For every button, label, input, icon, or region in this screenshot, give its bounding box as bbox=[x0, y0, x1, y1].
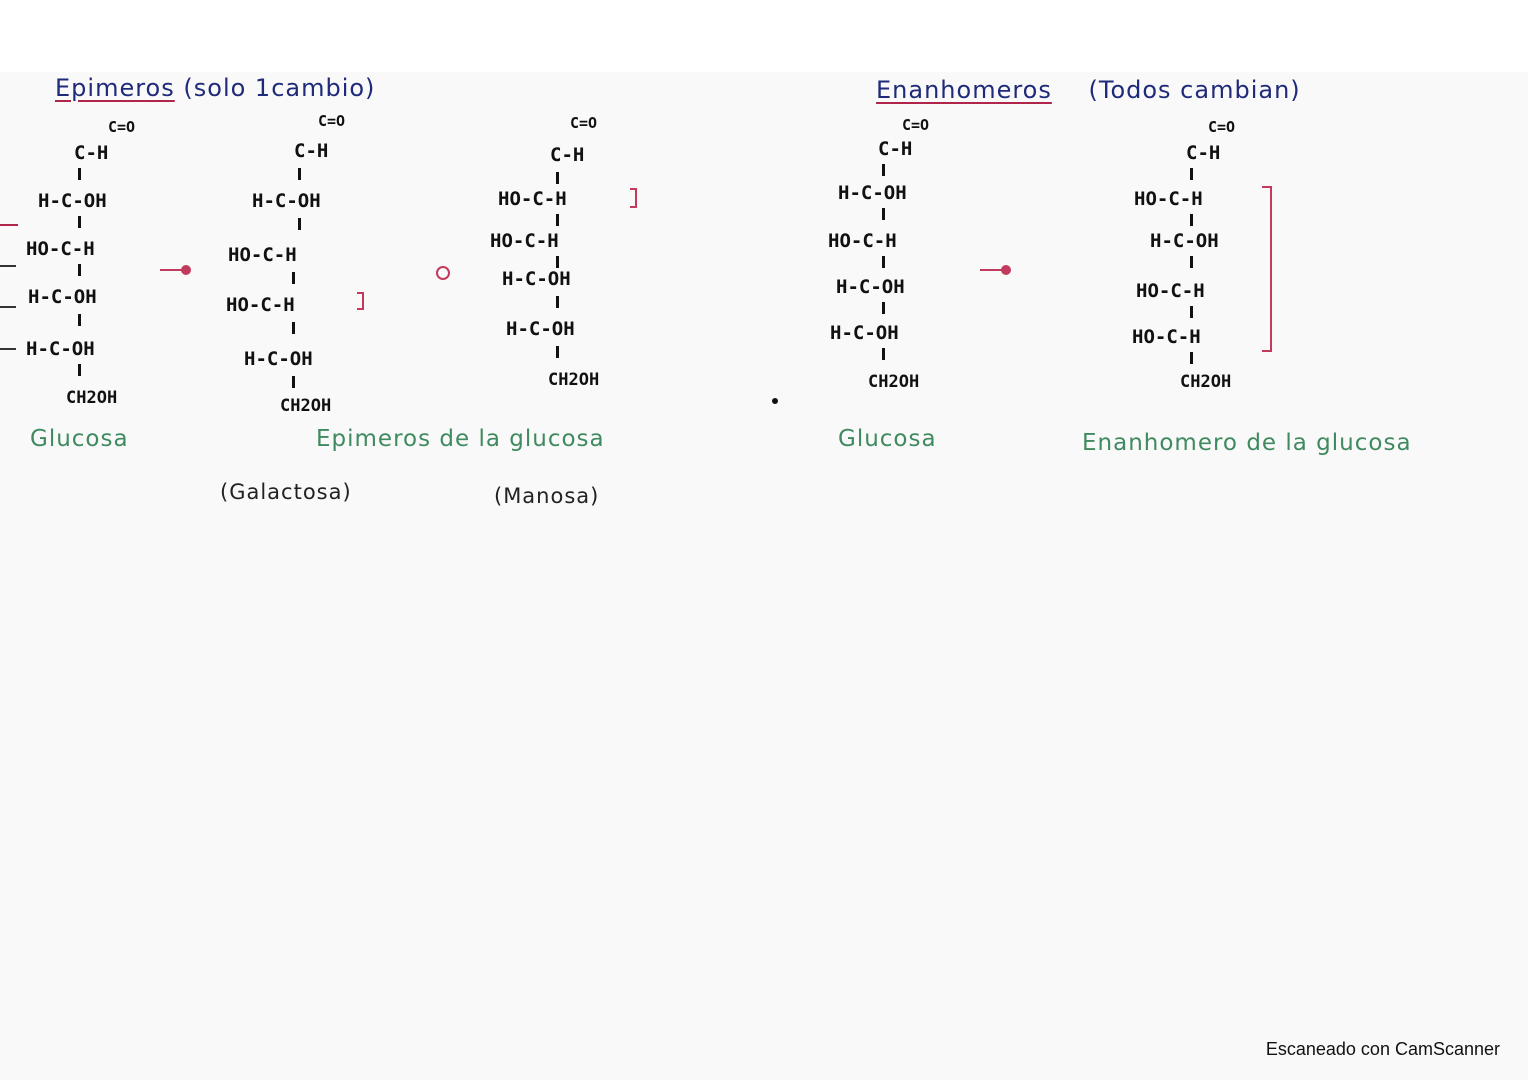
carbon-row: CH2OH bbox=[280, 396, 332, 416]
dot-mark bbox=[772, 398, 778, 404]
arrow-icon bbox=[160, 264, 194, 276]
aldehyde-oxygen: C=O bbox=[318, 112, 346, 130]
carbon-row: CH2OH bbox=[66, 388, 118, 408]
aldehyde-oxygen: C=O bbox=[902, 116, 930, 134]
circle-icon bbox=[436, 266, 450, 280]
carbon-row: C-H bbox=[550, 144, 585, 166]
aldehyde-oxygen: C=O bbox=[108, 118, 136, 136]
molecule-galactosa bbox=[226, 112, 426, 422]
carbon-row: CH2OH bbox=[1180, 372, 1232, 392]
caption-galactosa: (Galactosa) bbox=[220, 480, 352, 504]
carbon-row: C-H bbox=[1186, 142, 1221, 164]
caption-glucosa-1: Glucosa bbox=[30, 426, 129, 452]
change-bracket bbox=[1262, 186, 1272, 352]
carbon-row: C-H bbox=[294, 140, 329, 162]
heading-epimeros-title: Epimeros bbox=[55, 74, 175, 102]
carbon-row: H-C-OH bbox=[836, 276, 905, 298]
aldehyde-oxygen: C=O bbox=[570, 114, 598, 132]
carbon-row: H-C-OH bbox=[506, 318, 575, 340]
carbon-row: HO-C-H bbox=[226, 294, 295, 316]
camscanner-watermark: Escaneado con CamScanner bbox=[1265, 1039, 1500, 1059]
carbon-row: HO-C-H bbox=[1132, 326, 1201, 348]
molecule-enantiomero bbox=[1130, 118, 1330, 398]
carbon-row: CH2OH bbox=[548, 370, 600, 390]
carbon-row: HO-C-H bbox=[1136, 280, 1205, 302]
molecule-glucosa-2 bbox=[826, 116, 1026, 396]
carbon-row: H-C-OH bbox=[244, 348, 313, 370]
margin-mark bbox=[0, 348, 16, 350]
carbon-row: HO-C-H bbox=[490, 230, 559, 252]
carbon-row: H-C-OH bbox=[26, 338, 95, 360]
carbon-row: HO-C-H bbox=[26, 238, 95, 260]
caption-enantiomero: Enanhomero de la glucosa bbox=[1082, 430, 1412, 456]
carbon-row: HO-C-H bbox=[1134, 188, 1203, 210]
caption-glucosa-2: Glucosa bbox=[838, 426, 937, 452]
heading-enantiomeros bbox=[876, 76, 1301, 104]
carbon-row: H-C-OH bbox=[252, 190, 321, 212]
carbon-row: C-H bbox=[74, 142, 109, 164]
carbon-row: HO-C-H bbox=[228, 244, 297, 266]
carbon-row: CH2OH bbox=[868, 372, 920, 392]
heading-epimeros-note: (solo 1cambio) bbox=[183, 74, 376, 102]
top-margin bbox=[0, 0, 1528, 72]
change-bracket bbox=[357, 292, 364, 310]
change-bracket bbox=[630, 188, 637, 208]
margin-mark bbox=[0, 224, 18, 226]
heading-epimeros bbox=[55, 74, 375, 102]
carbon-row: H-C-OH bbox=[1150, 230, 1219, 252]
carbon-row: HO-C-H bbox=[828, 230, 897, 252]
margin-mark bbox=[0, 265, 16, 267]
caption-manosa: (Manosa) bbox=[494, 484, 600, 508]
caption-epimeros: Epimeros de la glucosa bbox=[316, 426, 605, 452]
carbon-row: H-C-OH bbox=[830, 322, 899, 344]
carbon-row: H-C-OH bbox=[838, 182, 907, 204]
heading-enantiomeros-note: (Todos cambian) bbox=[1088, 76, 1301, 104]
carbon-row: C-H bbox=[878, 138, 913, 160]
carbon-row: H-C-OH bbox=[38, 190, 107, 212]
carbon-row: H-C-OH bbox=[28, 286, 97, 308]
molecule-manosa bbox=[490, 114, 690, 394]
arrow-icon bbox=[980, 264, 1014, 276]
aldehyde-oxygen: C=O bbox=[1208, 118, 1236, 136]
margin-mark bbox=[0, 306, 16, 308]
carbon-row: H-C-OH bbox=[502, 268, 571, 290]
carbon-row: HO-C-H bbox=[498, 188, 567, 210]
heading-enantiomeros-title: Enanhomeros bbox=[876, 76, 1052, 104]
